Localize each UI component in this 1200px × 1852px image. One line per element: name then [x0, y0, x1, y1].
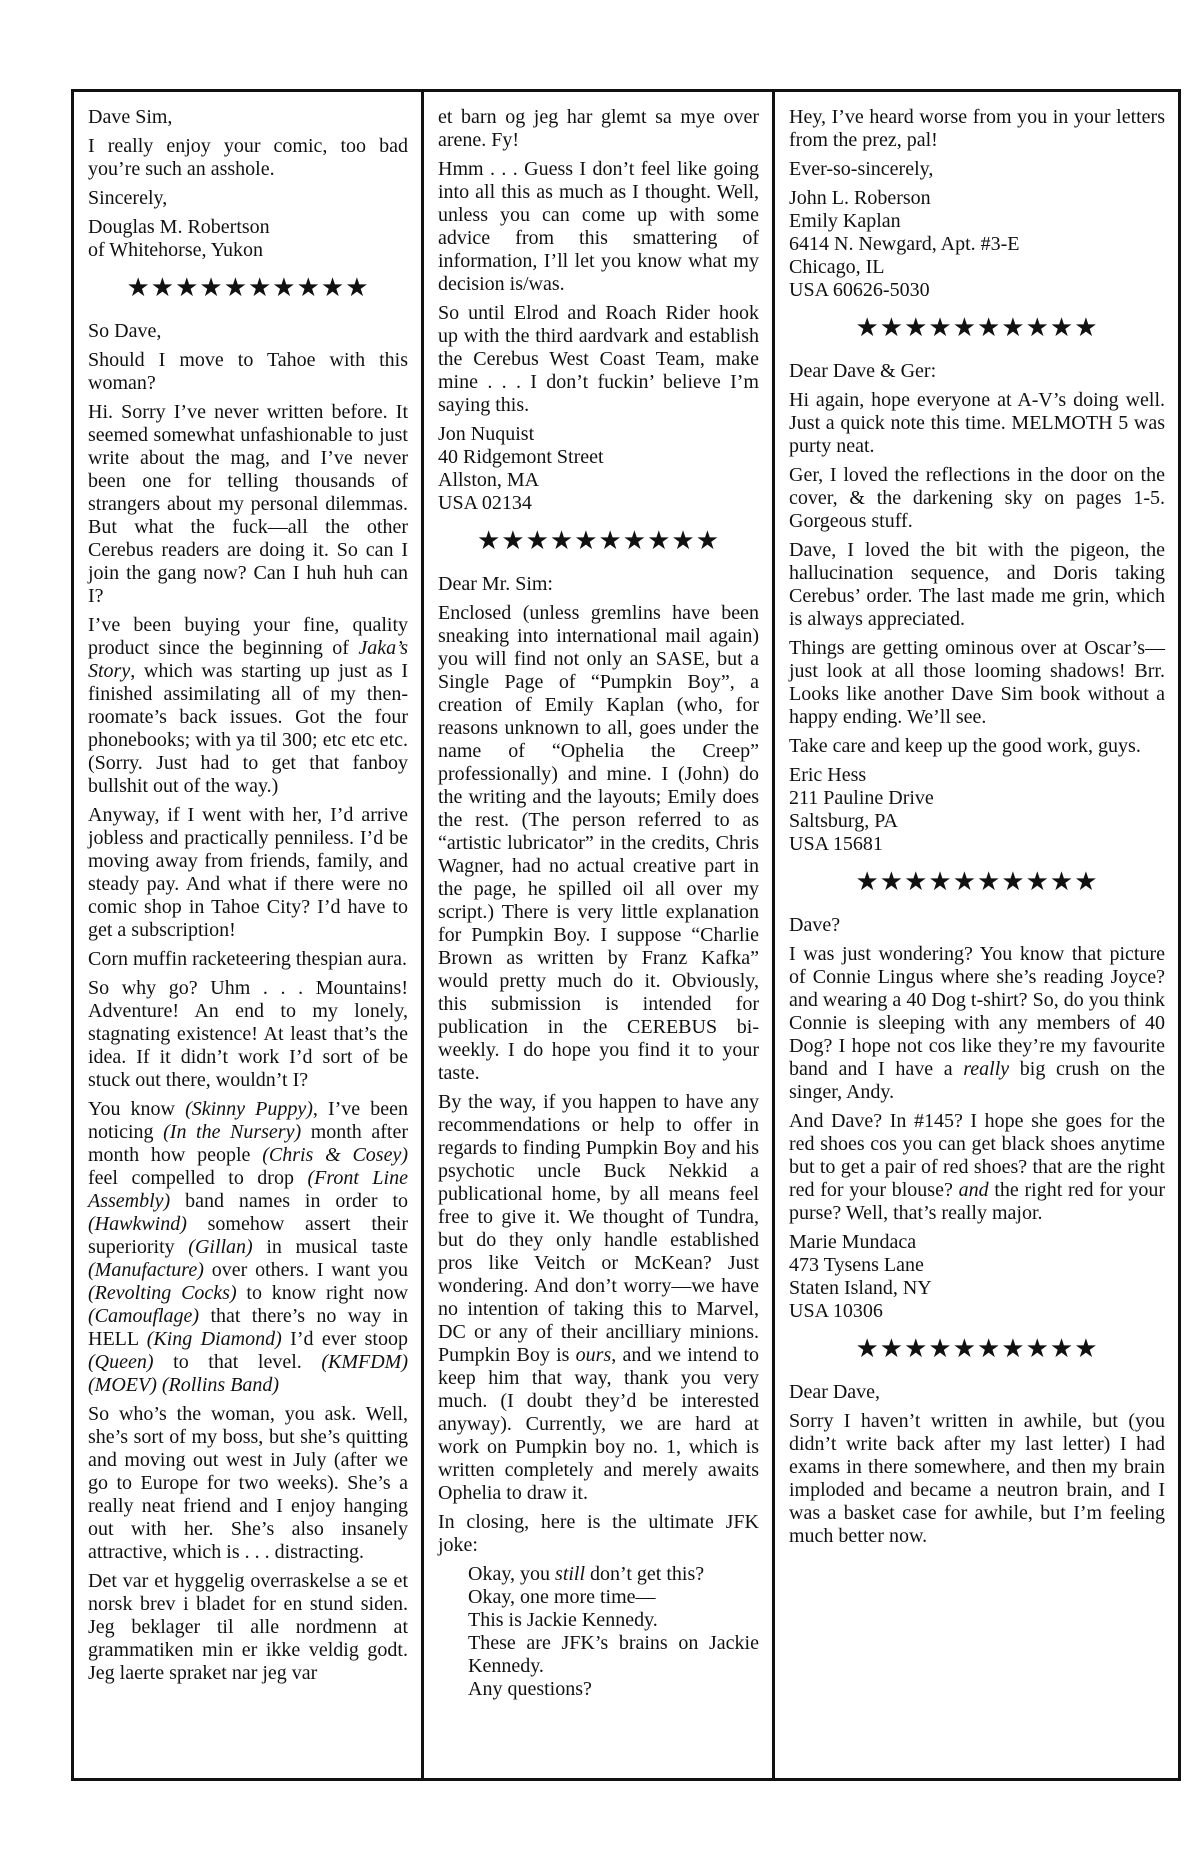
text-run: somehow assert their superiority: [88, 1213, 408, 1258]
text-run: This is Jackie Kennedy.: [468, 1609, 658, 1631]
text-run: Sincerely,: [88, 187, 168, 209]
letter-paragraph: [789, 106, 1165, 152]
text-run: feel compelled to drop: [88, 1167, 308, 1189]
text-run: Should I move to Tahoe with this woman?: [88, 349, 408, 394]
text-run: , I’ve been noticing: [88, 1098, 408, 1143]
letter-paragraph: [88, 948, 408, 971]
text-run: So who’s the woman, you ask. Well, she’s sort of my boss, but she’s quitting and moving out west in July (after we go to Europe for two weeks). She’s a really neat friend and I enjoy hanging out with her. She’s also insanely attractive, which is . . . distracting.: [88, 1403, 408, 1563]
letter-paragraph: [88, 320, 408, 343]
address-line: 473 Tysens Lane: [789, 1254, 924, 1276]
text-run: to know right now: [236, 1282, 409, 1304]
joke-line: [468, 1563, 759, 1586]
text-run: , and we intend to keep him that way, thank you very much. (I doubt they’d be interested anyway). Currently, we are hard at work on Pumpkin boy no. 1, which is written completely and merely awaits Ophelia to draw it.: [438, 1344, 759, 1504]
letter-paragraph: [88, 106, 408, 129]
letter-signature-address: [789, 187, 1165, 302]
letter-paragraph: [88, 804, 408, 942]
letter-paragraph: [88, 977, 408, 1092]
text-run: Ger, I loved the reflections in the door on the cover, & the darkening sky on pages 1-5. Gorgeous stuff.: [789, 464, 1165, 532]
address-line: of Whitehorse, Yukon: [88, 239, 263, 261]
letter-paragraph: [88, 1098, 408, 1397]
address-line: Chicago, IL: [789, 256, 885, 278]
text-run: Anyway, if I went with her, I’d arrive jobless and practically penniless. I’d be moving away from friends, family, and steady pay. And what if there were no comic shop in Tahoe City? I’d have to get a subscription!: [88, 804, 408, 941]
letter-paragraph: [789, 943, 1165, 1104]
text-run: So Dave,: [88, 320, 162, 342]
letter-paragraph: [438, 1091, 759, 1505]
text-run: to that level.: [153, 1351, 322, 1373]
letters-column-2: [421, 92, 772, 1778]
text-run: You know: [88, 1098, 186, 1120]
letter-paragraph: [789, 539, 1165, 631]
text-run: Corn muffin racketeering thespian aura.: [88, 948, 407, 970]
text-run: band names in order to: [170, 1190, 408, 1212]
italic-text-run: (Front Line Assembly): [88, 1167, 408, 1212]
italic-text-run: ours: [575, 1344, 612, 1366]
italic-text-run: and: [958, 1179, 989, 1201]
letter-paragraph: [88, 614, 408, 798]
joke-line: [468, 1678, 759, 1701]
italic-text-run: (Manufacture): [88, 1259, 204, 1281]
letters-page-frame: [71, 89, 1181, 1781]
text-run: Hmm . . . Guess I don’t feel like going into all this as much as I thought. Well, unless you can come up with some advice from this smattering of information, I’ll let you know what my decision is/was.: [438, 158, 759, 295]
italic-text-run: (Hawkwind): [88, 1213, 187, 1235]
text-run: I’ve been buying your fine, quality product since the beginning of: [88, 614, 408, 659]
text-run: Okay, one more time—: [468, 1586, 656, 1608]
text-run: Dear Dave,: [789, 1381, 881, 1403]
letter-paragraph: [438, 602, 759, 1085]
address-line: USA 02134: [438, 492, 532, 514]
italic-text-run: (KMFDM) (MOEV) (Rollins Band): [88, 1351, 408, 1396]
letter-paragraph: [88, 1403, 408, 1564]
address-line: Saltsburg, PA: [789, 810, 898, 832]
letter-paragraph: [789, 389, 1165, 458]
address-line: 6414 N. Newgard, Apt. #3-E: [789, 233, 1020, 255]
letter-signature-address: [88, 216, 408, 262]
text-run: Things are getting ominous over at Oscar’s—just look at all those looming shadows! Brr. Looks like another Dave Sim book without a happy ending. We’ll see.: [789, 637, 1165, 728]
text-run: So until Elrod and Roach Rider hook up with the third aardvark and establish the Cerebus West Coast Team, make mine . . . I don’t fuckin’ believe I’m saying this.: [438, 302, 759, 416]
joke-line: [468, 1632, 759, 1678]
letter-paragraph: [789, 1381, 1165, 1404]
text-run: month after month how people: [88, 1121, 409, 1166]
text-run: Hi. Sorry I’ve never written before. It seemed somewhat unfashionable to just write about the mag, and I’ve never been one for telling thousands of strangers about my personal dilemmas. But what the fuck—all the other Cerebus readers are doing it. So can I join the gang now? Can I huh huh can I?: [88, 401, 408, 607]
text-run: Det var et hyggelig overraskelse a se et norsk brev i bladet for en stund siden. Jeg beklager til alle nordmenn at grammatiken min er ikke veldig godt. Jeg laerte spraket nar jeg var: [88, 1570, 408, 1684]
text-run: These are JFK’s brains on Jackie Kennedy.: [468, 1632, 759, 1677]
italic-text-run: (In the Nursery): [163, 1121, 302, 1143]
address-line: Emily Kaplan: [789, 210, 901, 232]
letter-paragraph: [438, 1511, 759, 1557]
letter-paragraph: [438, 158, 759, 296]
letter-paragraph: [789, 158, 1165, 181]
italic-text-run: still: [555, 1563, 586, 1585]
text-run: Ever-so-sincerely,: [789, 158, 934, 180]
text-run: Any questions?: [468, 1678, 592, 1700]
letter-paragraph: [88, 187, 408, 210]
star-divider: ★★★★★★★★★★: [476, 526, 721, 555]
text-run: Dave, I loved the bit with the pigeon, the hallucination sequence, and Doris taking Cerebus’ order. The last made me grin, which is always appreciated.: [789, 539, 1165, 630]
signature-name: Marie Mundaca: [789, 1231, 917, 1253]
letter-signature-address: [789, 1231, 1165, 1323]
letter-paragraph: [438, 106, 759, 152]
letter-paragraph: [789, 735, 1165, 758]
text-run: that there’s no way in HELL: [88, 1305, 408, 1350]
text-run: in musical taste: [252, 1236, 408, 1258]
italic-text-run: (Queen): [88, 1351, 154, 1373]
address-line: USA 15681: [789, 833, 883, 855]
address-line: 211 Pauline Drive: [789, 787, 934, 809]
text-run: Okay, you: [468, 1563, 556, 1585]
italic-text-run: (Skinny Puppy): [185, 1098, 313, 1120]
star-divider: ★★★★★★★★★★: [126, 273, 370, 302]
address-line: Staten Island, NY: [789, 1277, 932, 1299]
italic-text-run: (Revolting Cocks): [88, 1282, 237, 1304]
text-run: Dave?: [789, 914, 841, 936]
text-run: big crush on the singer, Andy.: [789, 1058, 1166, 1103]
text-run: Take care and keep up the good work, guys.: [789, 735, 1141, 757]
address-line: Allston, MA: [438, 469, 540, 491]
letters-column-1: [74, 92, 421, 1778]
letter-paragraph: [88, 401, 408, 608]
text-run: Dave Sim,: [88, 106, 173, 128]
address-line: 40 Ridgemont Street: [438, 446, 604, 468]
signature-name: Jon Nuquist: [438, 423, 535, 445]
text-run: don’t get this?: [585, 1563, 705, 1585]
text-run: the right red for your purse? Well, that’s really major.: [789, 1179, 1165, 1224]
signature-name: Eric Hess: [789, 764, 867, 786]
letter-paragraph: [789, 914, 1165, 937]
letter-paragraph: [88, 1570, 408, 1685]
star-divider: ★★★★★★★★★★: [855, 313, 1099, 342]
star-divider: ★★★★★★★★★★: [855, 867, 1099, 896]
italic-text-run: (Camouflage): [88, 1305, 200, 1327]
text-run: Enclosed (unless gremlins have been sneaking into international mail again) you will find not only an SASE, but a Single Page of “Pumpkin Boy”, a creation of Emily Kaplan (who, for reasons unknown to all, goes under the name of “Ophelia the Creep” professionally) and mine. I (John) do the writing and the layouts; Emily does the rest. (The person referred to as “artistic lubricator” in the credits, Chris Wagner, had no actual creative part in the page, he spilled oil all over my script.) There is very little explanation for Pumpkin Boy. I suppose “Charlie Brown as written by Franz Kafka” would pretty much do it. Obviously, this submission is intended for publication in the CEREBUS bi-weekly. I do hope you find it to your taste.: [438, 602, 759, 1084]
letter-paragraph: [438, 573, 759, 596]
text-run: So why go? Uhm . . . Mountains! Adventure! An end to my lonely, stagnating existence! At least that’s the idea. If it didn’t work I’d sort of be stuck out there, wouldn’t I?: [88, 977, 408, 1091]
italic-text-run: (King Diamond): [146, 1328, 282, 1350]
signature-name: John L. Roberson: [789, 187, 931, 209]
text-run: et barn og jeg har glemt sa mye over arene. Fy!: [438, 106, 759, 151]
text-run: Dear Dave & Ger:: [789, 360, 937, 382]
joke-line: [468, 1586, 759, 1609]
letter-paragraph: [789, 360, 1165, 383]
joke-line: [468, 1609, 759, 1632]
text-run: Hi again, hope everyone at A-V’s doing well. Just a quick note this time. MELMOTH 5 was purty neat.: [789, 389, 1165, 457]
italic-text-run: (Gillan): [188, 1236, 253, 1258]
italic-text-run: (Chris & Cosey): [262, 1144, 408, 1166]
letter-paragraph: [789, 1410, 1165, 1548]
address-line: USA 60626-5030: [789, 279, 930, 301]
address-line: USA 10306: [789, 1300, 883, 1322]
italic-text-run: Jaka’s Story: [88, 637, 408, 682]
letter-paragraph: [438, 302, 759, 417]
letter-paragraph: [88, 135, 408, 181]
italic-text-run: really: [963, 1058, 1010, 1080]
star-divider: ★★★★★★★★★★: [855, 1334, 1099, 1363]
text-run: over others. I want you: [203, 1259, 408, 1281]
text-run: Sorry I haven’t written in awhile, but (you didn’t write back after my last letter) I had exams in there somewhere, and then my brain imploded and became a neutron brain, and I was a basket case for awhile, but I’m feeling much better now.: [789, 1410, 1165, 1547]
letter-paragraph: [88, 349, 408, 395]
text-run: I really enjoy your comic, too bad you’re such an asshole.: [88, 135, 408, 180]
text-run: In closing, here is the ultimate JFK joke:: [438, 1511, 759, 1556]
letter-signature-address: [789, 764, 1165, 856]
letter-signature-address: [438, 423, 759, 515]
letter-paragraph: [789, 637, 1165, 729]
letter-paragraph: [789, 464, 1165, 533]
text-run: Dear Mr. Sim:: [438, 573, 553, 595]
text-run: I was just wondering? You know that picture of Connie Lingus where she’s reading Joyce? and wearing a 40 Dog t-shirt? So, do you think Connie is sleeping with any members of 40 Dog? I hope not cos like they’re my favourite band and I have a: [789, 943, 1165, 1080]
text-run: I’d ever stoop: [281, 1328, 408, 1350]
text-run: , which was starting up just as I finished assimilating all of my then-roomate’s back issues. Got the four phonebooks; with ya til 300; etc etc etc. (Sorry. Just had to get that fanboy bullshit out of the way.): [88, 660, 408, 797]
text-run: And Dave? In #145? I hope she goes for the red shoes cos you can get black shoes anytime but to get a pair of red shoes? that are the right red for your blouse?: [789, 1110, 1165, 1201]
text-run: Hey, I’ve heard worse from you in your letters from the prez, pal!: [789, 106, 1165, 151]
letter-paragraph: [789, 1110, 1165, 1225]
signature-name: Douglas M. Robertson: [88, 216, 270, 238]
text-run: By the way, if you happen to have any recommendations or help to offer in regards to finding Pumpkin Boy and his psychotic uncle Buck Nekkid a publicational home, by all means feel free to give it. We thought of Tundra, but do they only handle established pros like Veitch or McKean? Just wondering. And don’t worry—we have no intention of taking this to Marvel, DC or any of their ancilliary minions. Pumpkin Boy is: [438, 1091, 759, 1366]
letters-column-3: [772, 92, 1178, 1778]
